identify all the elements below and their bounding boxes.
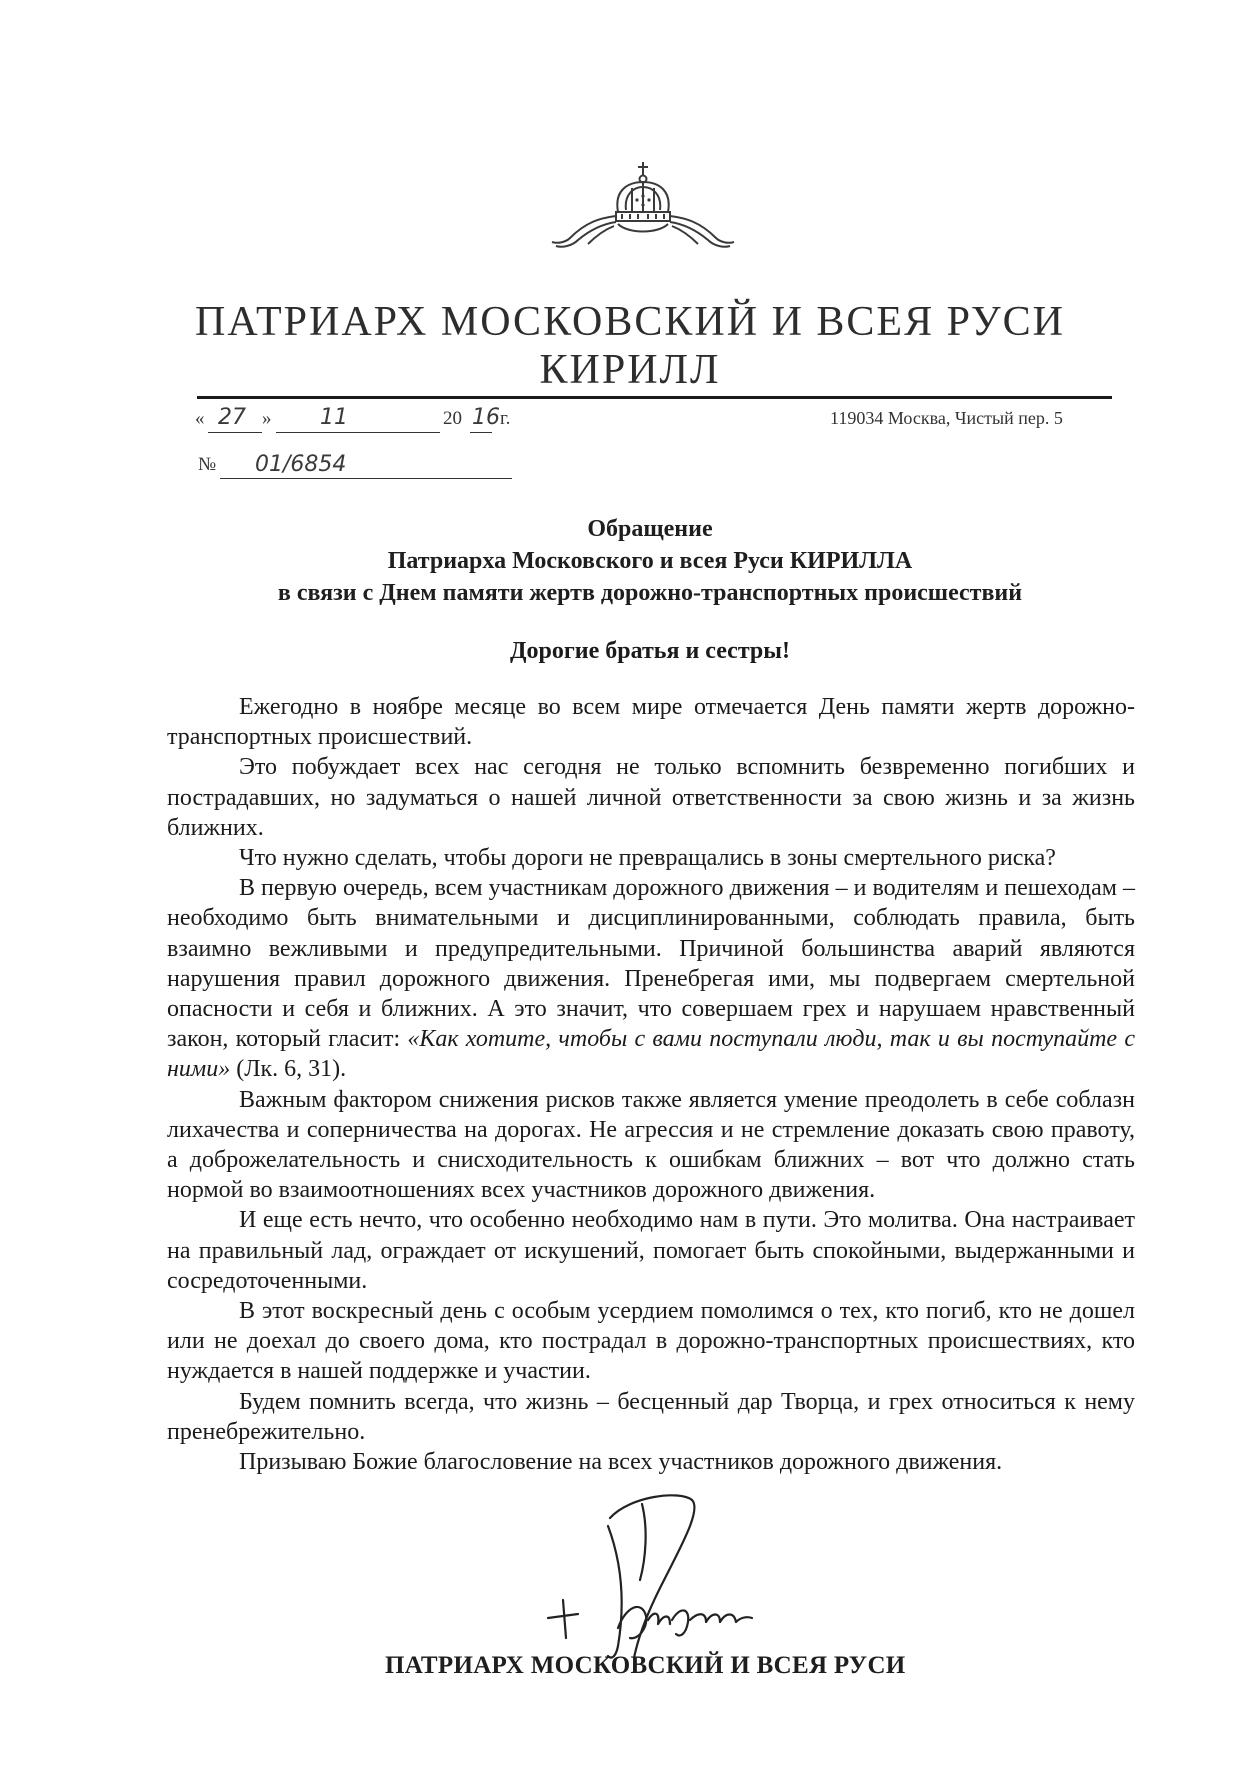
letterhead-rule bbox=[197, 396, 1112, 399]
letterhead-title: ПАТРИАРХ МОСКОВСКИЙ И ВСЕЯ РУСИ bbox=[195, 299, 1065, 345]
title-line-3: в связи с Днем памяти жертв дорожно-транспортных происшествий bbox=[277, 580, 1023, 606]
date-quote-close: » bbox=[262, 408, 272, 429]
paragraph-9: Призываю Божие благословение на всех участников дорожного движения. bbox=[239, 1449, 1003, 1476]
greeting: Дорогие братья и сестры! bbox=[510, 638, 790, 664]
date-year-suffix: 16 bbox=[472, 405, 500, 430]
signatory-title: ПАТРИАРХ МОСКОВСКИЙ И ВСЕЯ РУСИ bbox=[385, 1652, 906, 1679]
letterhead-name: КИРИЛЛ bbox=[539, 347, 721, 393]
paragraph-4 bbox=[167, 873, 1135, 1084]
paragraph-2: Это побуждает всех нас сегодня не только вспомнить безвременно погибших и пострадавших, но задуматься о нашей личной ответственности за свою жизнь и за жизнь ближних. bbox=[167, 754, 1135, 841]
scripture-quote: «Как хотите, чтобы с вами поступали люди, так и вы поступайте с ними» bbox=[167, 1026, 1136, 1083]
handwritten-signature bbox=[530, 1488, 790, 1673]
paragraph-6: И еще есть нечто, что особенно необходимо нам в пути. Это молитва. Она настраивает на правильный лад, ограждает от искушений, помогает быть спокойными, выдержанными и сосредоточенными. bbox=[167, 1207, 1135, 1294]
paragraph-8: Будем помнить всегда, что жизнь – бесценный дар Творца, и грех относиться к нему пренебрежительно. bbox=[167, 1388, 1135, 1445]
paragraph-5: Важным фактором снижения рисков также является умение преодолеть в себе соблазн лихачества и соперничества на дорогах. Не агрессия и не стремление доказать свою правоту, а доброжелательность и снисходительность к ошибкам ближних – вот что должно стать нормой во взаимоотношениях всех участников дорожного движения. bbox=[167, 1086, 1135, 1204]
date-month: 11 bbox=[320, 405, 348, 430]
crown-emblem-icon bbox=[548, 160, 738, 252]
date-quote-open: « bbox=[195, 408, 205, 429]
title-line-2: Патриарха Московского и всея Руси КИРИЛЛА bbox=[387, 548, 913, 574]
document-number: 01/6854 bbox=[255, 452, 347, 477]
date-year-prefix: 20 bbox=[443, 408, 462, 429]
paragraph-7: В этот воскресный день с особым усердием помолимся о тех, кто погиб, кто не дошел или не доехал до своего дома, кто пострадал в дорожно-транспортных происшествиях, кто нуждается в нашей поддержке и участии. bbox=[167, 1298, 1135, 1385]
title-line-1: Обращение bbox=[587, 516, 713, 542]
paragraph-3: Что нужно сделать, чтобы дороги не превращались в зоны смертельного риска? bbox=[239, 845, 1056, 872]
paragraph-1: Ежегодно в ноябре месяце во всем мире отмечается День памяти жертв дорожно-транспортных происшествий. bbox=[167, 694, 1135, 751]
date-year-mark: г. bbox=[500, 408, 511, 429]
letter-body bbox=[167, 692, 1135, 1477]
date-day: 27 bbox=[218, 405, 246, 430]
paragraph-4-text-b: (Лк. 6, 31). bbox=[230, 1056, 347, 1083]
address: 119034 Москва, Чистый пер. 5 bbox=[830, 408, 1063, 428]
date-month-underline bbox=[276, 410, 440, 433]
number-sign: № bbox=[198, 454, 217, 475]
paragraph-4-text-a: В первую очередь, всем участникам дорожного движения – и водителям и пешеходам – необходимо быть внимательными и дисциплинированными, соблюдать правила, быть взаимно вежливыми и предупредительными. Причиной большинства аварий являются нарушения правил дорожного движения. Пренебрегая ими, мы подвергаем смертельной опасности и себя и ближних. А это значит, что совершаем грех и нарушаем нравственный закон, который гласит: bbox=[167, 875, 1135, 1053]
